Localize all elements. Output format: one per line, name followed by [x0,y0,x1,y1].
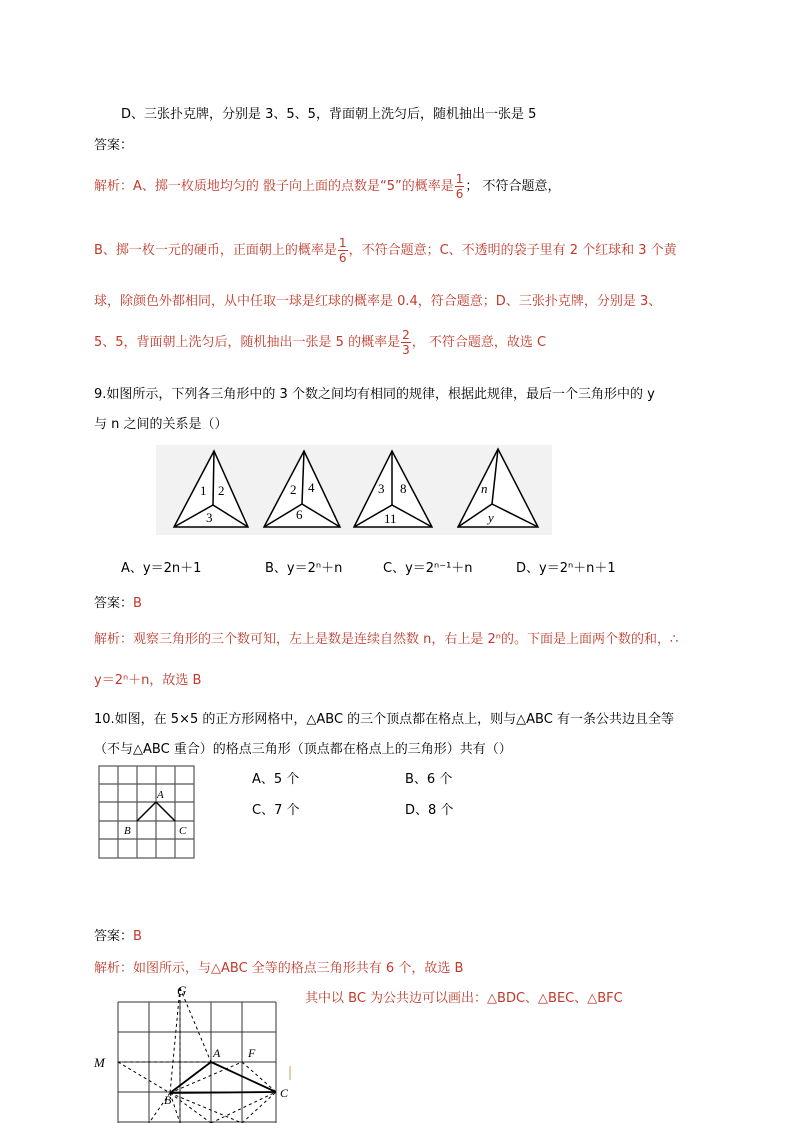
triangle-1-bottom-number: 3 [206,510,213,525]
dashed-line [242,1092,276,1123]
q8-analysis-text: ； 不符合题意， [465,179,561,194]
q8-analysis-text: ， 不符合题意，故选 C [411,335,547,350]
q8-analysis-line-1 [94,172,561,202]
triangle-4-left-symbol: n [481,481,488,496]
point-a-label: A [157,789,164,801]
point-m-label: M [94,1055,105,1070]
triangle-2-left-number: 2 [290,482,297,497]
fraction-numerator: 1 [455,172,464,186]
q10-grid-figure [96,764,198,860]
q8-answer-label: 答案： [94,138,134,153]
q10-analysis-line-2: 其中以 BC 为公共边可以画出：△BDC、△BEC、△BFC [305,991,623,1006]
point-b-label: B [124,825,131,837]
q8-analysis-text: 5、5，背面朝上洗匀后，随机抽出一张是 5 的概率是 [94,335,401,350]
q10-option-a: A、5 个 [252,772,300,787]
fraction-denominator: 6 [338,251,347,265]
q9-option-a: A、y＝2n＋1 [121,561,202,576]
q9-analysis-line-1: 解析：观察三角形的三个数可知，左上是数是连续自然数 n，右上是 2ⁿ的。下面是上面两个数的和，∴ [94,632,679,647]
q9-stem-line-2: 与 n 之间的关系是（） [94,417,228,432]
dashed-line-fc [242,1062,276,1092]
q9-option-b: B、y＝2ⁿ＋n [265,561,343,576]
q9-analysis-line-2: y＝2ⁿ＋n，故选 B [94,673,202,688]
triangle-4-bottom-symbol: y [488,510,494,525]
q9-triangles-figure [156,445,552,535]
segment-ac [211,1062,276,1092]
q10-stem-line-1: 10.如图，在 5×5 的正方形网格中，△ABC 的三个顶点都在格点上，则与△ABC 有一条公共边且全等 [94,712,674,727]
triangle-1-right-number: 2 [218,483,225,498]
triangle-1-left-number: 1 [200,483,207,498]
segment-bc [170,1092,276,1093]
q8-analysis-line-2 [94,236,677,266]
point-f-label: F [248,1046,256,1060]
triangle-2-bottom-number: 6 [296,507,303,522]
q10-answer [94,925,142,944]
dashed-line [180,988,211,1062]
q10-stem-line-2: （不与△ABC 重合）的格点三角形（顶点都在格点上的三角形）共有（） [94,742,512,757]
segment-ba [137,802,156,821]
q8-analysis-text: 解析：A、掷一枚质地均匀的 骰子向上面的点数是“5”的概率是 [94,179,454,194]
q10-option-b: B、6 个 [405,772,453,787]
q10-option-d: D、8 个 [405,803,454,818]
dashed-line [170,1093,242,1123]
q10-answer-label: 答案： [94,929,134,944]
dashed-line [170,1093,180,1123]
q10-option-c: C、7 个 [252,803,300,818]
fraction-denominator: 6 [455,187,464,201]
fraction-one-sixth [338,237,348,264]
fraction-numerator: 2 [402,328,410,342]
dashed-line [118,1062,170,1093]
dashed-line [211,1092,276,1123]
point-a-label: A [213,1046,221,1060]
q8-analysis-line-4 [94,328,546,358]
point-b-label: B [164,1093,172,1107]
q9-answer-value: B [133,596,142,611]
segment-ac [156,802,175,821]
fraction-one-sixth [455,173,465,200]
q9-answer-label: 答案： [94,596,134,611]
q8-analysis-text: B、掷一枚一元的硬币，正面朝上的概率是 [94,243,337,258]
q9-answer [94,592,142,611]
q9-option-c: C、y＝2ⁿ⁻¹＋n [383,561,473,576]
q8-analysis-text: ，不符合题意；C、不透明的袋子里有 2 个红球和 3 个黄 [348,243,677,258]
triangle-abc [170,1062,276,1093]
triangle-2-right-number: 4 [308,480,315,495]
triangle-3-left-number: 3 [378,481,385,496]
triangle-spoke [213,451,214,505]
point-c-label: C [179,825,187,837]
q8-analysis-line-3: 球，除颜色外都相同，从中任取一球是红球的概率是 0.4，符合题意；D、三张扑克牌，分别是 3、 [94,294,662,309]
point-g-label: G [177,983,187,998]
q10-solution-figure [90,980,300,1123]
fraction-two-thirds [401,329,411,356]
fraction-denominator: 3 [402,343,410,357]
fraction-numerator: 1 [338,236,347,250]
q9-option-d: D、y＝2ⁿ＋n＋1 [516,561,616,576]
triangle-3-bottom-number: 11 [384,511,397,526]
q10-analysis-line-1: 解析：如图所示，与△ABC 全等的格点三角形共有 6 个，故选 B [94,961,464,976]
dashed-line [170,988,180,1093]
q10-answer-value: B [133,929,142,944]
point-c-label: C [280,1086,289,1100]
triangle-3-right-number: 8 [400,481,407,496]
q8-option-d: D、三张扑克牌，分别是 3、5、5，背面朝上洗匀后，随机抽出一张是 5 [121,107,537,122]
q9-stem-line-1: 9.如图所示，下列各三角形中的 3 个数之间均有相同的规律，根据此规律，最后一个三角形中的 y [94,387,655,402]
